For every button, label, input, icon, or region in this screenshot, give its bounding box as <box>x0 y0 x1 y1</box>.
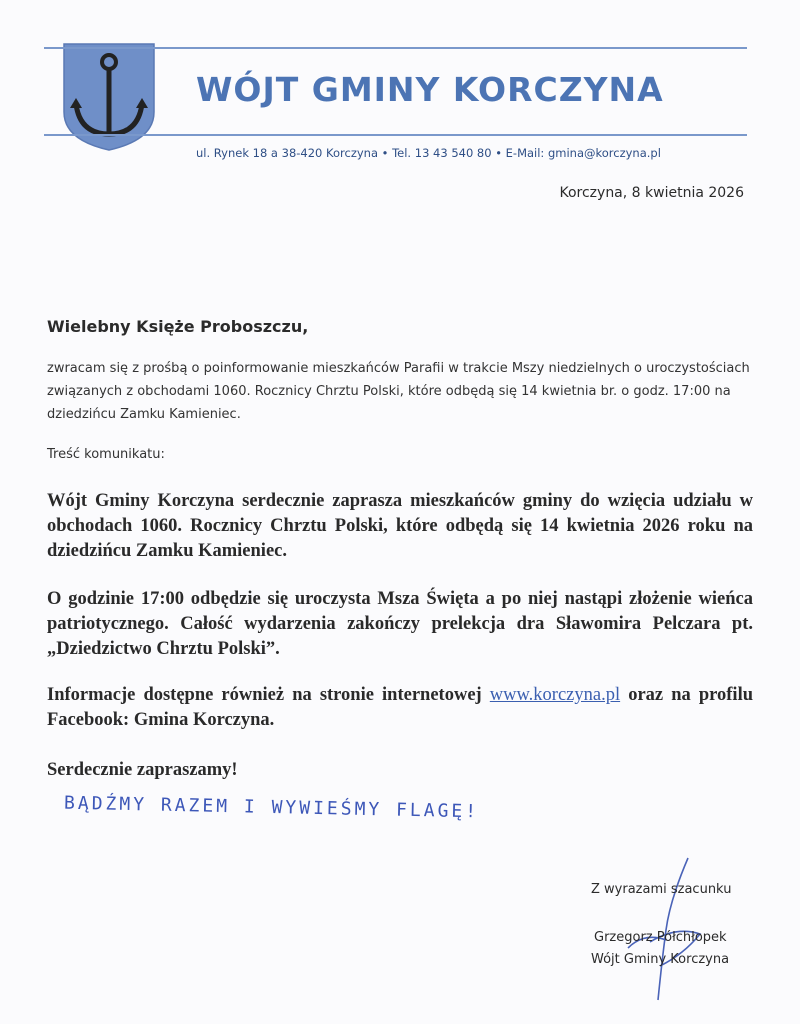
announcement-paragraph-3 <box>47 683 753 733</box>
signatory-name: Grzegorz Półchłopek <box>594 930 727 945</box>
info-text-after: oraz na profilu Facebook: Gmina Korczyna. <box>47 685 754 730</box>
signatory-title: Wójt Gminy Korczyna <box>591 952 730 967</box>
letter-date: Korczyna, 8 kwietnia 2026 <box>559 185 744 201</box>
intro-paragraph: zwracam się z prośbą o poinformowanie mieszkańców Parafii w trakcie Mszy niedzielnych o uroczystościach związanych z obchodami 1060. Rocznicy Chrztu Polski, które odbędą się 14 kwietnia br. o godz. 17:00 na dziedzińcu Zamku Kamieniec. <box>47 361 750 422</box>
handwritten-note: BĄDŹMY RAZEM I WYWIEŚMY FLAGĘ! <box>63 792 480 823</box>
salutation: Wielebny Księże Proboszczu, <box>47 317 309 336</box>
closing-regards: Z wyrazami szacunku <box>591 882 732 897</box>
invitation-line: Serdecznie zapraszamy! <box>47 760 238 780</box>
announcement-paragraph-1: Wójt Gminy Korczyna serdecznie zaprasza mieszkańców gminy do wzięcia udziału w obchodach 1060. Rocznicy Chrztu Polski, które odbędą się 14 kwietnia 2026 roku na dziedzińcu Zamku Kamieniec. <box>47 491 753 561</box>
letterhead-bottom-rule <box>44 134 747 136</box>
letterhead-title: WÓJT GMINY KORCZYNA <box>196 70 664 109</box>
letterhead-address: ul. Rynek 18 a 38-420 Korczyna • Tel. 13 43 540 80 • E-Mail: gmina@korczyna.pl <box>196 146 661 160</box>
announcement-paragraph-2: O godzinie 17:00 odbędzie się uroczysta Msza Święta a po niej nastąpi złożenie wieńca patriotycznego. Całość wydarzenia zakończy prelekcja dra Sławomira Pelczara pt. „Dziedzictwo Chrztu Polski”. <box>47 589 753 659</box>
letterhead-top-rule <box>44 47 747 49</box>
website-link[interactable]: www.korczyna.pl <box>489 685 621 705</box>
info-text-before: Informacje dostępne również na stronie internetowej <box>47 685 490 705</box>
announcement-label: Treść komunikatu: <box>47 447 165 462</box>
